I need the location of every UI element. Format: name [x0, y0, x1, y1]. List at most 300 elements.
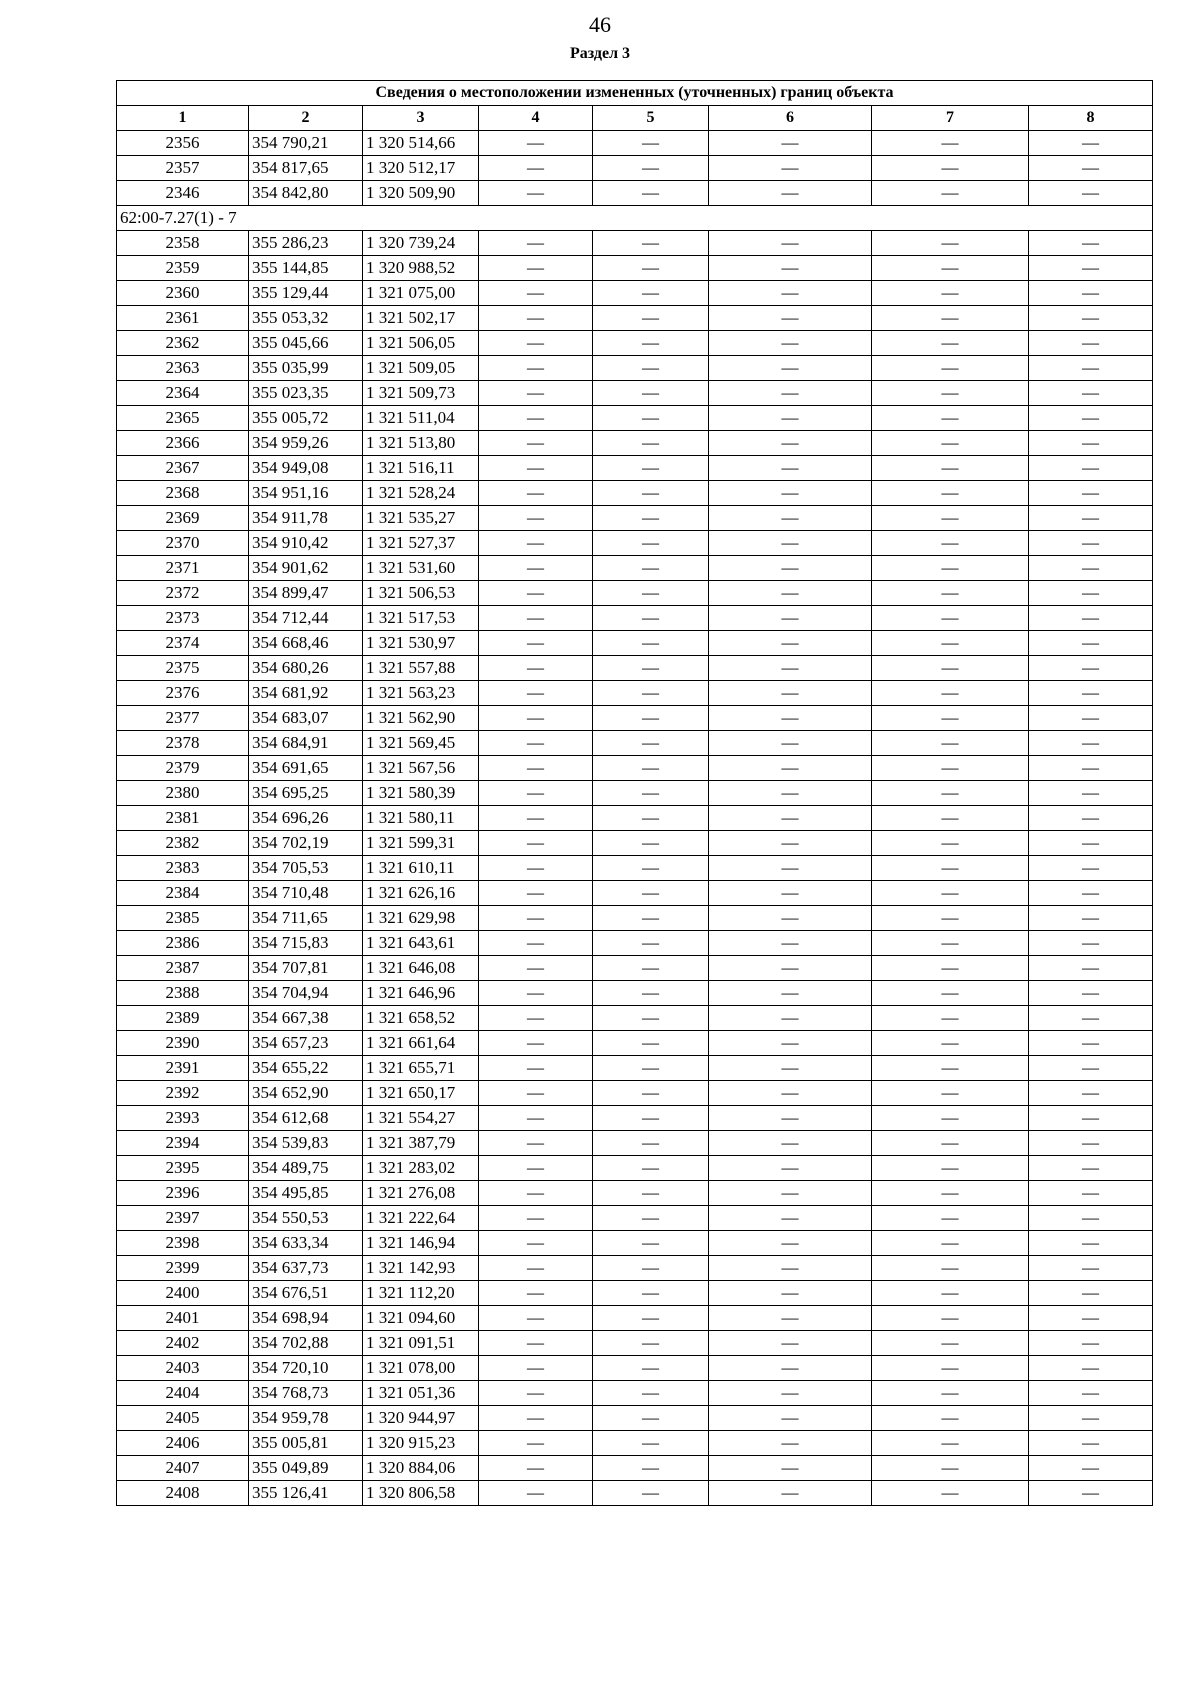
table-row — [117, 331, 1153, 356]
empty-dash-cell: — — [709, 981, 872, 1006]
table-row — [117, 506, 1153, 531]
empty-dash-cell: — — [1029, 1381, 1153, 1406]
empty-dash-cell: — — [479, 1031, 593, 1056]
empty-dash-cell: — — [709, 181, 872, 206]
point-number-cell: 2387 — [117, 956, 249, 981]
table-row — [117, 681, 1153, 706]
empty-dash-cell: — — [593, 1031, 709, 1056]
y-coordinate-cell: 1 321 146,94 — [363, 1231, 479, 1256]
column-header: 8 — [1029, 106, 1153, 131]
empty-dash-cell: — — [1029, 781, 1153, 806]
y-coordinate-cell: 1 321 222,64 — [363, 1206, 479, 1231]
table-row — [117, 581, 1153, 606]
page-number: 46 — [589, 12, 611, 37]
empty-dash-cell: — — [593, 356, 709, 381]
empty-dash-cell: — — [1029, 931, 1153, 956]
point-number-cell: 2396 — [117, 1181, 249, 1206]
point-number-cell: 2378 — [117, 731, 249, 756]
empty-dash-cell: — — [1029, 1256, 1153, 1281]
empty-dash-cell: — — [593, 1206, 709, 1231]
empty-dash-cell: — — [709, 656, 872, 681]
empty-dash-cell: — — [593, 481, 709, 506]
empty-dash-cell: — — [1029, 856, 1153, 881]
x-coordinate-cell: 354 633,34 — [249, 1231, 363, 1256]
empty-dash-cell: — — [479, 231, 593, 256]
empty-dash-cell: — — [479, 681, 593, 706]
empty-dash-cell: — — [709, 1031, 872, 1056]
table-row — [117, 1381, 1153, 1406]
empty-dash-cell: — — [872, 556, 1029, 581]
empty-dash-cell: — — [872, 706, 1029, 731]
empty-dash-cell: — — [593, 1156, 709, 1181]
table-row — [117, 1081, 1153, 1106]
empty-dash-cell: — — [593, 656, 709, 681]
point-number-cell: 2362 — [117, 331, 249, 356]
empty-dash-cell: — — [872, 456, 1029, 481]
x-coordinate-cell: 354 683,07 — [249, 706, 363, 731]
x-coordinate-cell: 354 842,80 — [249, 181, 363, 206]
y-coordinate-cell: 1 321 535,27 — [363, 506, 479, 531]
empty-dash-cell: — — [593, 681, 709, 706]
empty-dash-cell: — — [479, 1206, 593, 1231]
empty-dash-cell: — — [709, 531, 872, 556]
y-coordinate-cell: 1 320 944,97 — [363, 1406, 479, 1431]
empty-dash-cell: — — [1029, 131, 1153, 156]
empty-dash-cell: — — [479, 1481, 593, 1506]
x-coordinate-cell: 354 951,16 — [249, 481, 363, 506]
x-coordinate-cell: 354 707,81 — [249, 956, 363, 981]
empty-dash-cell: — — [1029, 331, 1153, 356]
point-number-cell: 2357 — [117, 156, 249, 181]
y-coordinate-cell: 1 321 078,00 — [363, 1356, 479, 1381]
empty-dash-cell: — — [1029, 756, 1153, 781]
empty-dash-cell: — — [593, 731, 709, 756]
empty-dash-cell: — — [593, 1181, 709, 1206]
empty-dash-cell: — — [709, 331, 872, 356]
empty-dash-cell: — — [479, 506, 593, 531]
empty-dash-cell: — — [872, 1306, 1029, 1331]
empty-dash-cell: — — [593, 1056, 709, 1081]
x-coordinate-cell: 354 489,75 — [249, 1156, 363, 1181]
empty-dash-cell: — — [872, 331, 1029, 356]
x-coordinate-cell: 354 655,22 — [249, 1056, 363, 1081]
empty-dash-cell: — — [872, 581, 1029, 606]
empty-dash-cell: — — [593, 1006, 709, 1031]
x-coordinate-cell: 354 712,44 — [249, 606, 363, 631]
table-row — [117, 631, 1153, 656]
empty-dash-cell: — — [593, 931, 709, 956]
empty-dash-cell: — — [1029, 981, 1153, 1006]
y-coordinate-cell: 1 321 562,90 — [363, 706, 479, 731]
empty-dash-cell: — — [479, 931, 593, 956]
empty-dash-cell: — — [479, 831, 593, 856]
empty-dash-cell: — — [872, 1406, 1029, 1431]
x-coordinate-cell: 354 680,26 — [249, 656, 363, 681]
empty-dash-cell: — — [479, 1131, 593, 1156]
table-row — [117, 1356, 1153, 1381]
empty-dash-cell: — — [479, 1156, 593, 1181]
empty-dash-cell: — — [479, 881, 593, 906]
table-row — [117, 131, 1153, 156]
table-row — [117, 1181, 1153, 1206]
empty-dash-cell: — — [479, 581, 593, 606]
point-number-cell: 2369 — [117, 506, 249, 531]
empty-dash-cell: — — [1029, 531, 1153, 556]
table-row — [117, 906, 1153, 931]
empty-dash-cell: — — [593, 1481, 709, 1506]
empty-dash-cell: — — [1029, 1006, 1153, 1031]
x-coordinate-cell: 354 959,78 — [249, 1406, 363, 1431]
empty-dash-cell: — — [872, 506, 1029, 531]
empty-dash-cell: — — [1029, 1331, 1153, 1356]
empty-dash-cell: — — [1029, 1081, 1153, 1106]
empty-dash-cell: — — [872, 831, 1029, 856]
empty-dash-cell: — — [709, 1106, 872, 1131]
empty-dash-cell: — — [872, 756, 1029, 781]
empty-dash-cell: — — [479, 1456, 593, 1481]
empty-dash-cell: — — [709, 1456, 872, 1481]
empty-dash-cell: — — [479, 1106, 593, 1131]
empty-dash-cell: — — [479, 856, 593, 881]
x-coordinate-cell: 354 899,47 — [249, 581, 363, 606]
table-row — [117, 1156, 1153, 1181]
empty-dash-cell: — — [872, 906, 1029, 931]
x-coordinate-cell: 354 667,38 — [249, 1006, 363, 1031]
empty-dash-cell: — — [1029, 1306, 1153, 1331]
point-number-cell: 2371 — [117, 556, 249, 581]
empty-dash-cell: — — [872, 931, 1029, 956]
empty-dash-cell: — — [709, 256, 872, 281]
empty-dash-cell: — — [593, 1106, 709, 1131]
column-header: 6 — [709, 106, 872, 131]
x-coordinate-cell: 354 676,51 — [249, 1281, 363, 1306]
empty-dash-cell: — — [1029, 1056, 1153, 1081]
empty-dash-cell: — — [479, 1356, 593, 1381]
y-coordinate-cell: 1 321 516,11 — [363, 456, 479, 481]
empty-dash-cell: — — [593, 806, 709, 831]
x-coordinate-cell: 355 005,72 — [249, 406, 363, 431]
y-coordinate-cell: 1 321 580,11 — [363, 806, 479, 831]
empty-dash-cell: — — [479, 306, 593, 331]
table-row — [117, 1431, 1153, 1456]
empty-dash-cell: — — [709, 231, 872, 256]
empty-dash-cell: — — [709, 406, 872, 431]
empty-dash-cell: — — [593, 256, 709, 281]
y-coordinate-cell: 1 320 509,90 — [363, 181, 479, 206]
empty-dash-cell: — — [872, 306, 1029, 331]
x-coordinate-cell: 355 144,85 — [249, 256, 363, 281]
point-number-cell: 2384 — [117, 881, 249, 906]
point-number-cell: 2393 — [117, 1106, 249, 1131]
x-coordinate-cell: 354 657,23 — [249, 1031, 363, 1056]
empty-dash-cell: — — [479, 1281, 593, 1306]
x-coordinate-cell: 355 286,23 — [249, 231, 363, 256]
x-coordinate-cell: 354 768,73 — [249, 1381, 363, 1406]
empty-dash-cell: — — [1029, 1181, 1153, 1206]
y-coordinate-cell: 1 321 661,64 — [363, 1031, 479, 1056]
empty-dash-cell: — — [709, 806, 872, 831]
y-coordinate-cell: 1 321 530,97 — [363, 631, 479, 656]
empty-dash-cell: — — [593, 556, 709, 581]
empty-dash-cell: — — [709, 1181, 872, 1206]
y-coordinate-cell: 1 321 658,52 — [363, 1006, 479, 1031]
empty-dash-cell: — — [1029, 1406, 1153, 1431]
x-coordinate-cell: 354 702,19 — [249, 831, 363, 856]
empty-dash-cell: — — [593, 156, 709, 181]
table-row — [117, 556, 1153, 581]
point-number-cell: 2395 — [117, 1156, 249, 1181]
point-number-cell: 2398 — [117, 1231, 249, 1256]
empty-dash-cell: — — [709, 1056, 872, 1081]
empty-dash-cell: — — [593, 1081, 709, 1106]
empty-dash-cell: — — [709, 681, 872, 706]
x-coordinate-cell: 354 720,10 — [249, 1356, 363, 1381]
empty-dash-cell: — — [872, 1106, 1029, 1131]
empty-dash-cell: — — [1029, 1206, 1153, 1231]
empty-dash-cell: — — [593, 1456, 709, 1481]
table-row — [117, 606, 1153, 631]
x-coordinate-cell: 354 949,08 — [249, 456, 363, 481]
empty-dash-cell: — — [872, 131, 1029, 156]
y-coordinate-cell: 1 321 629,98 — [363, 906, 479, 931]
table-row — [117, 1481, 1153, 1506]
empty-dash-cell: — — [872, 606, 1029, 631]
empty-dash-cell: — — [709, 1306, 872, 1331]
empty-dash-cell: — — [872, 181, 1029, 206]
empty-dash-cell: — — [479, 1331, 593, 1356]
table-row — [117, 456, 1153, 481]
y-coordinate-cell: 1 321 567,56 — [363, 756, 479, 781]
empty-dash-cell: — — [593, 1281, 709, 1306]
x-coordinate-cell: 354 959,26 — [249, 431, 363, 456]
table-caption: Сведения о местоположении измененных (уточненных) границ объекта — [117, 81, 1153, 106]
y-coordinate-cell: 1 320 915,23 — [363, 1431, 479, 1456]
table-row — [117, 1106, 1153, 1131]
empty-dash-cell: — — [479, 706, 593, 731]
empty-dash-cell: — — [872, 1256, 1029, 1281]
empty-dash-cell: — — [1029, 506, 1153, 531]
empty-dash-cell: — — [709, 606, 872, 631]
group-label: 62:00-7.27(1) - 7 — [117, 206, 1153, 231]
x-coordinate-cell: 354 695,25 — [249, 781, 363, 806]
point-number-cell: 2403 — [117, 1356, 249, 1381]
empty-dash-cell: — — [1029, 231, 1153, 256]
point-number-cell: 2405 — [117, 1406, 249, 1431]
empty-dash-cell: — — [709, 506, 872, 531]
y-coordinate-cell: 1 321 531,60 — [363, 556, 479, 581]
x-coordinate-cell: 354 652,90 — [249, 1081, 363, 1106]
empty-dash-cell: — — [709, 456, 872, 481]
empty-dash-cell: — — [1029, 156, 1153, 181]
empty-dash-cell: — — [709, 381, 872, 406]
empty-dash-cell: — — [872, 356, 1029, 381]
empty-dash-cell: — — [709, 1206, 872, 1231]
point-number-cell: 2380 — [117, 781, 249, 806]
empty-dash-cell: — — [872, 1006, 1029, 1031]
empty-dash-cell: — — [479, 381, 593, 406]
point-number-cell: 2375 — [117, 656, 249, 681]
empty-dash-cell: — — [709, 1331, 872, 1356]
point-number-cell: 2388 — [117, 981, 249, 1006]
y-coordinate-cell: 1 321 650,17 — [363, 1081, 479, 1106]
x-coordinate-cell: 354 817,65 — [249, 156, 363, 181]
empty-dash-cell: — — [593, 131, 709, 156]
table-row — [117, 831, 1153, 856]
empty-dash-cell: — — [1029, 1131, 1153, 1156]
empty-dash-cell: — — [709, 1481, 872, 1506]
empty-dash-cell: — — [872, 1081, 1029, 1106]
empty-dash-cell: — — [593, 506, 709, 531]
column-header: 5 — [593, 106, 709, 131]
point-number-cell: 2360 — [117, 281, 249, 306]
table-row — [117, 656, 1153, 681]
empty-dash-cell: — — [479, 1231, 593, 1256]
y-coordinate-cell: 1 320 514,66 — [363, 131, 479, 156]
y-coordinate-cell: 1 321 580,39 — [363, 781, 479, 806]
table-row — [117, 706, 1153, 731]
table-row — [117, 731, 1153, 756]
empty-dash-cell: — — [709, 1406, 872, 1431]
table-body — [117, 131, 1153, 1506]
y-coordinate-cell: 1 321 643,61 — [363, 931, 479, 956]
y-coordinate-cell: 1 321 075,00 — [363, 281, 479, 306]
empty-dash-cell: — — [593, 981, 709, 1006]
empty-dash-cell: — — [593, 531, 709, 556]
table-row — [117, 781, 1153, 806]
y-coordinate-cell: 1 321 563,23 — [363, 681, 479, 706]
table-row — [117, 956, 1153, 981]
empty-dash-cell: — — [872, 531, 1029, 556]
empty-dash-cell: — — [1029, 906, 1153, 931]
empty-dash-cell: — — [593, 231, 709, 256]
empty-dash-cell: — — [709, 1381, 872, 1406]
empty-dash-cell: — — [872, 256, 1029, 281]
table-row — [117, 881, 1153, 906]
empty-dash-cell: — — [709, 856, 872, 881]
y-coordinate-cell: 1 321 509,05 — [363, 356, 479, 381]
y-coordinate-cell: 1 321 557,88 — [363, 656, 479, 681]
y-coordinate-cell: 1 321 387,79 — [363, 1131, 479, 1156]
table-row — [117, 531, 1153, 556]
point-number-cell: 2365 — [117, 406, 249, 431]
point-number-cell: 2381 — [117, 806, 249, 831]
empty-dash-cell: — — [1029, 406, 1153, 431]
empty-dash-cell: — — [709, 481, 872, 506]
x-coordinate-cell: 354 710,48 — [249, 881, 363, 906]
empty-dash-cell: — — [709, 906, 872, 931]
empty-dash-cell: — — [593, 281, 709, 306]
table-row — [117, 1456, 1153, 1481]
point-number-cell: 2391 — [117, 1056, 249, 1081]
table-row — [117, 1231, 1153, 1256]
empty-dash-cell: — — [593, 631, 709, 656]
empty-dash-cell: — — [479, 1056, 593, 1081]
x-coordinate-cell: 355 035,99 — [249, 356, 363, 381]
y-coordinate-cell: 1 321 646,96 — [363, 981, 479, 1006]
y-coordinate-cell: 1 321 599,31 — [363, 831, 479, 856]
table-row — [117, 256, 1153, 281]
y-coordinate-cell: 1 321 646,08 — [363, 956, 479, 981]
empty-dash-cell: — — [593, 306, 709, 331]
empty-dash-cell: — — [593, 881, 709, 906]
empty-dash-cell: — — [1029, 656, 1153, 681]
table-row — [117, 1006, 1153, 1031]
y-coordinate-cell: 1 321 626,16 — [363, 881, 479, 906]
empty-dash-cell: — — [872, 656, 1029, 681]
y-coordinate-cell: 1 321 506,53 — [363, 581, 479, 606]
point-number-cell: 2386 — [117, 931, 249, 956]
x-coordinate-cell: 354 691,65 — [249, 756, 363, 781]
empty-dash-cell: — — [709, 156, 872, 181]
empty-dash-cell: — — [709, 1356, 872, 1381]
point-number-cell: 2376 — [117, 681, 249, 706]
column-header: 7 — [872, 106, 1029, 131]
column-header: 4 — [479, 106, 593, 131]
empty-dash-cell: — — [1029, 881, 1153, 906]
point-number-cell: 2392 — [117, 1081, 249, 1106]
empty-dash-cell: — — [593, 1256, 709, 1281]
empty-dash-cell: — — [593, 1356, 709, 1381]
table-row — [117, 431, 1153, 456]
empty-dash-cell: — — [872, 981, 1029, 1006]
empty-dash-cell: — — [1029, 381, 1153, 406]
point-number-cell: 2368 — [117, 481, 249, 506]
point-number-cell: 2402 — [117, 1331, 249, 1356]
point-number-cell: 2372 — [117, 581, 249, 606]
column-header: 3 — [363, 106, 479, 131]
table-row — [117, 406, 1153, 431]
point-number-cell: 2367 — [117, 456, 249, 481]
empty-dash-cell: — — [872, 681, 1029, 706]
point-number-cell: 2361 — [117, 306, 249, 331]
y-coordinate-cell: 1 321 142,93 — [363, 1256, 479, 1281]
x-coordinate-cell: 355 045,66 — [249, 331, 363, 356]
x-coordinate-cell: 354 704,94 — [249, 981, 363, 1006]
empty-dash-cell: — — [593, 756, 709, 781]
empty-dash-cell: — — [872, 631, 1029, 656]
empty-dash-cell: — — [872, 381, 1029, 406]
table-row — [117, 1406, 1153, 1431]
empty-dash-cell: — — [1029, 1031, 1153, 1056]
empty-dash-cell: — — [709, 1256, 872, 1281]
empty-dash-cell: — — [593, 706, 709, 731]
y-coordinate-cell: 1 321 610,11 — [363, 856, 479, 881]
empty-dash-cell: — — [872, 1331, 1029, 1356]
empty-dash-cell: — — [479, 756, 593, 781]
empty-dash-cell: — — [479, 156, 593, 181]
y-coordinate-cell: 1 320 884,06 — [363, 1456, 479, 1481]
empty-dash-cell: — — [593, 1306, 709, 1331]
empty-dash-cell: — — [872, 431, 1029, 456]
empty-dash-cell: — — [479, 731, 593, 756]
table-row — [117, 1331, 1153, 1356]
table-row — [117, 806, 1153, 831]
empty-dash-cell: — — [872, 1206, 1029, 1231]
empty-dash-cell: — — [479, 1381, 593, 1406]
empty-dash-cell: — — [709, 1281, 872, 1306]
x-coordinate-cell: 355 023,35 — [249, 381, 363, 406]
table-row — [117, 481, 1153, 506]
x-coordinate-cell: 354 539,83 — [249, 1131, 363, 1156]
empty-dash-cell: — — [1029, 1431, 1153, 1456]
table-row — [117, 381, 1153, 406]
empty-dash-cell: — — [479, 781, 593, 806]
empty-dash-cell: — — [1029, 1156, 1153, 1181]
empty-dash-cell: — — [709, 731, 872, 756]
y-coordinate-cell: 1 321 517,53 — [363, 606, 479, 631]
table-row — [117, 1131, 1153, 1156]
empty-dash-cell: — — [709, 756, 872, 781]
